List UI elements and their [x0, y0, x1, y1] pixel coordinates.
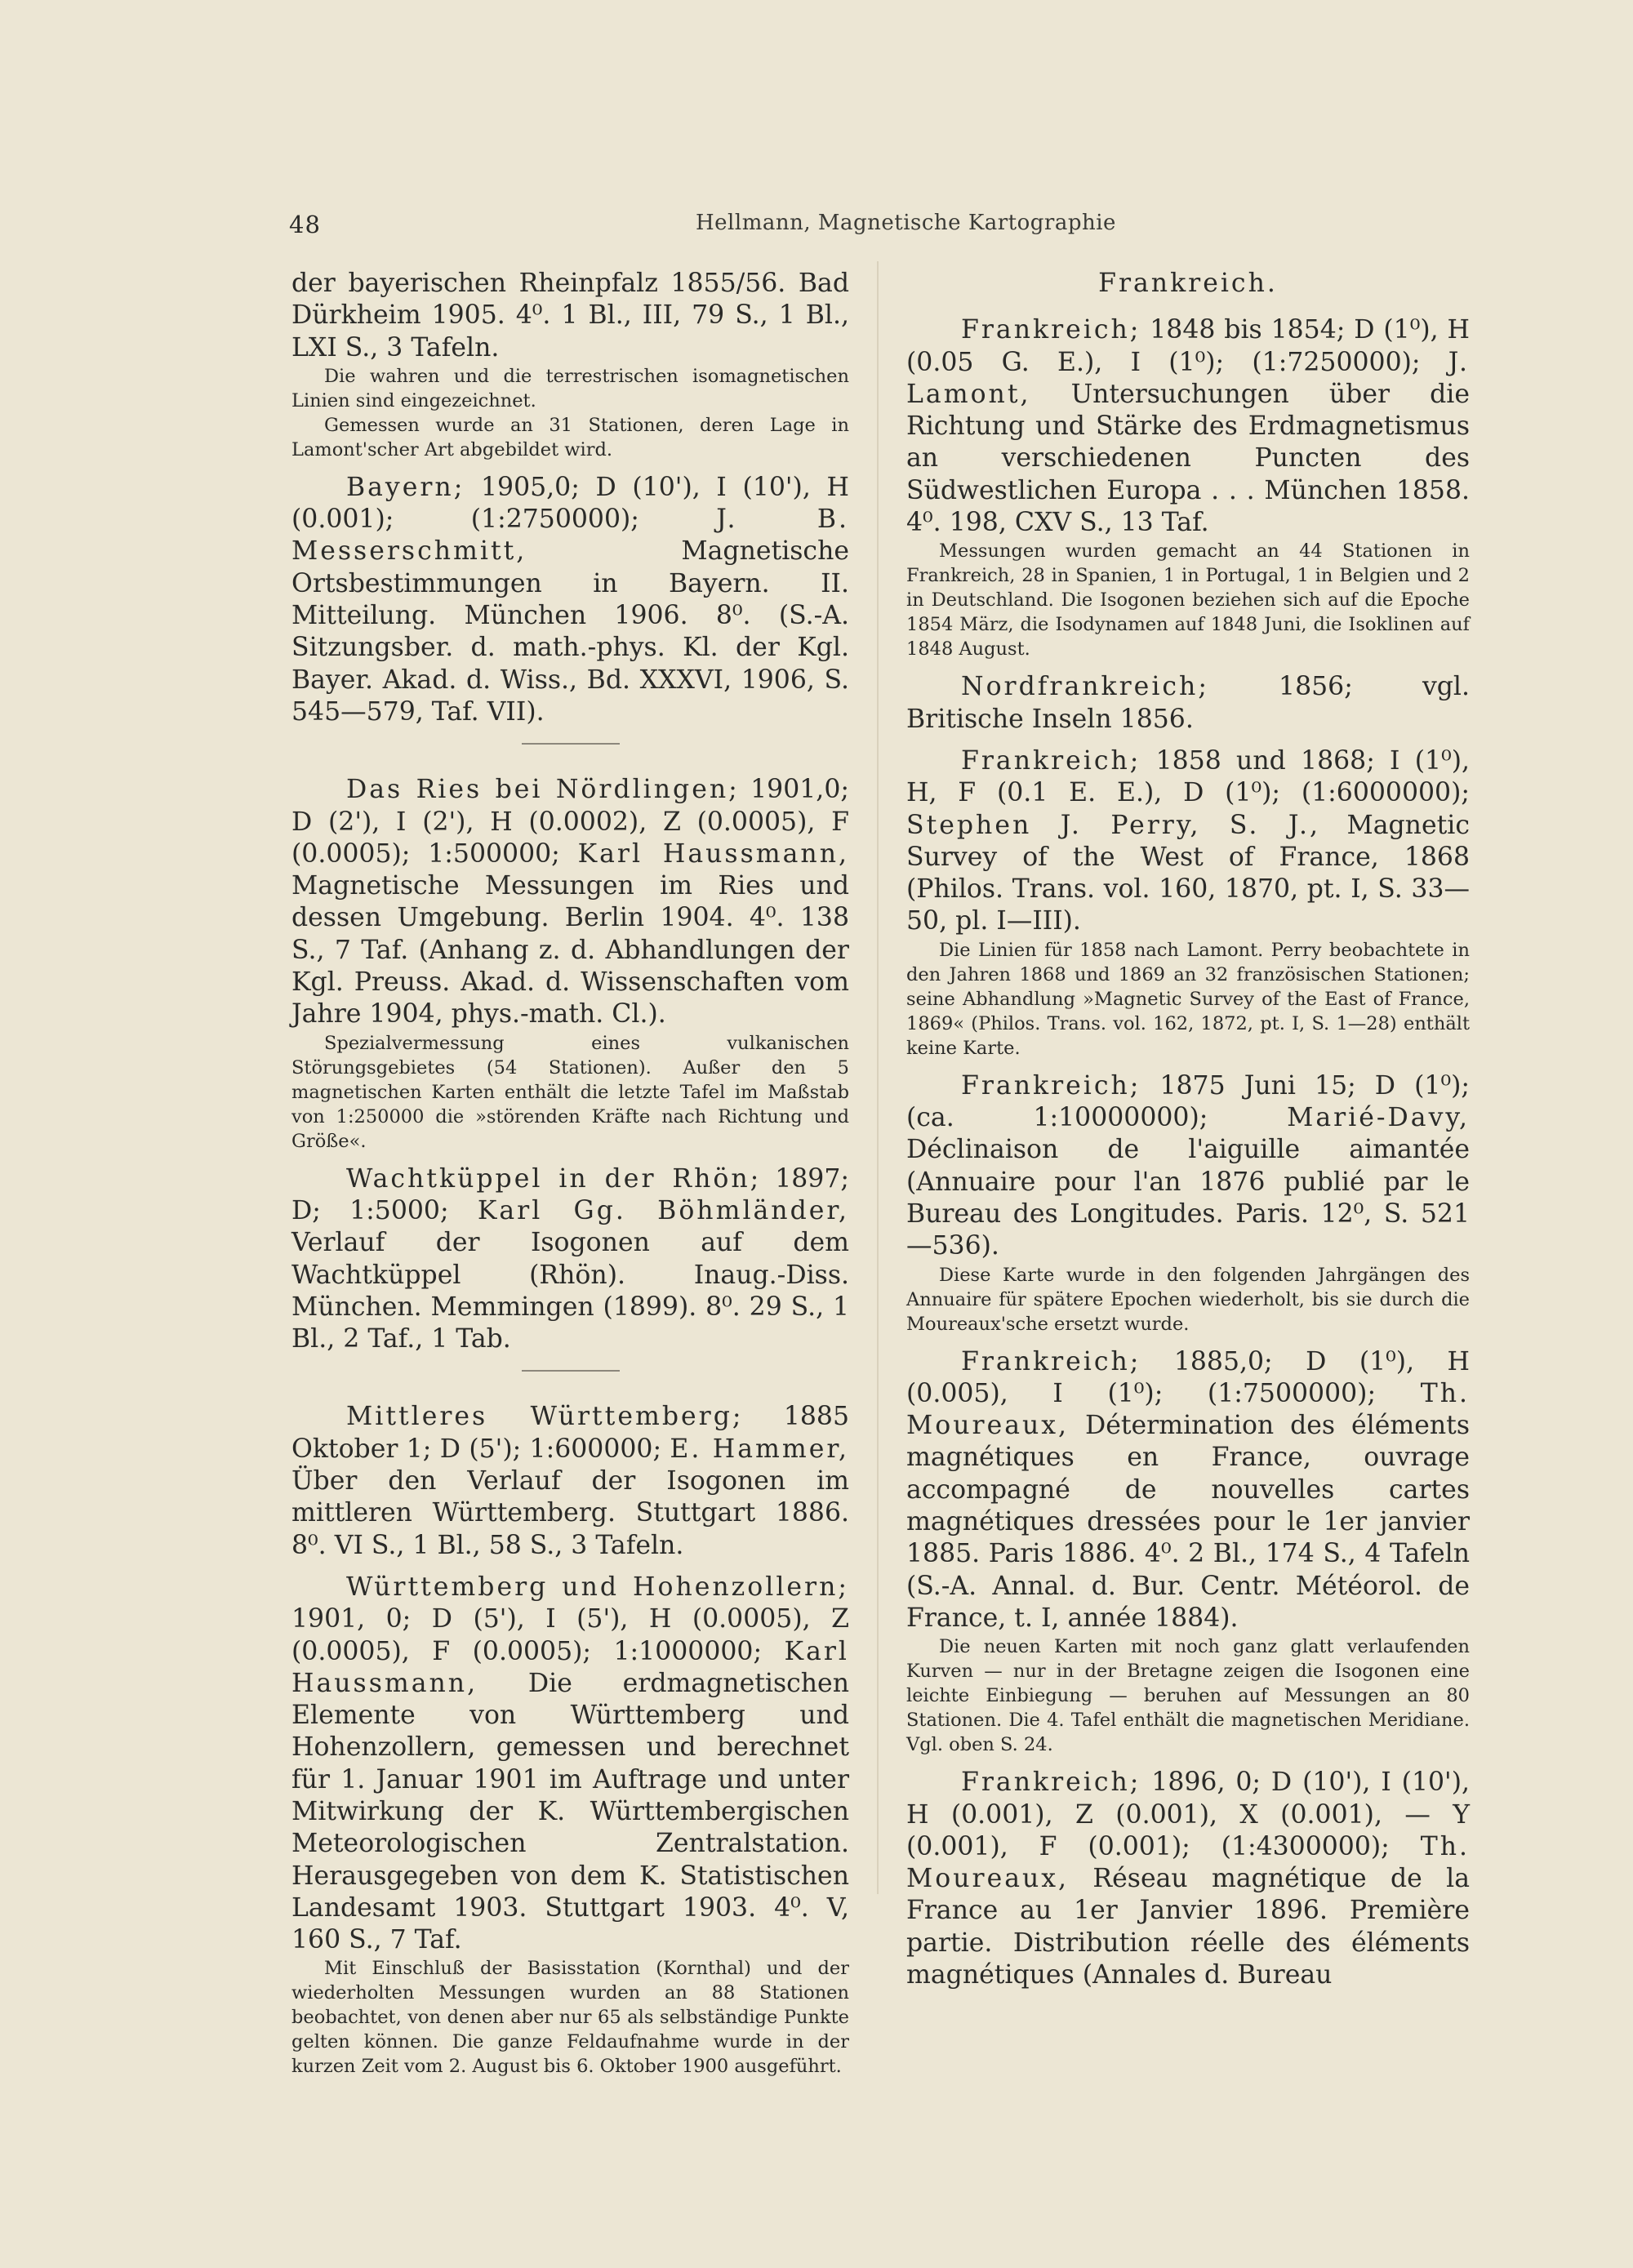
entry-data: 1897; D; 1:5000; — [291, 1163, 849, 1225]
entry-title: Magnetische Ortsbestimmungen in Bayern. II. Mitteilung. München 1906. 8⁰. (S.-A. Sitzungsber. d. math.-phys. Kl. der Kgl. Bayer. Akad. d. Wiss., Bd. XXXVI, 1906, S. 545—579, Taf. VII). — [291, 536, 849, 727]
entry-data: 1901, 0; D (5'), I (5'), H (0.0005), Z (0.0005), F (0.0005); 1:1000000; — [291, 1604, 849, 1666]
entry-ries — [291, 774, 849, 1153]
entry-wachtkueppel — [291, 1163, 849, 1356]
entry-heading: Mittleres Württemberg; — [346, 1402, 744, 1432]
left-column — [291, 268, 849, 2088]
entry-note: Spezialvermessung eines vulkanischen Störungsgebietes (54 Stationen). Außer den 5 magnetischen Karten enthält die letzte Tafel im Maßstab von 1:250000 die »störenden Kräfte nach Richtung und Größe«. — [291, 1032, 849, 1152]
entry-heading: Frankreich; — [961, 1346, 1141, 1376]
entry-mittleres-wuerttemberg — [291, 1401, 849, 1561]
entry-title: Untersuchungen über die Richtung und Stärke des Erdmagnetismus an verschiedenen Puncten des Südwestlichen Europa . . . München 1858. 4⁰. 198, CXV S., 13 Taf. — [906, 379, 1470, 538]
entry-text — [906, 1346, 1470, 1635]
section-rule — [522, 1370, 620, 1372]
entry-frankreich-1885 — [906, 1346, 1470, 1758]
entry-rheinpfalz — [291, 268, 849, 462]
entry-note: Gemessen wurde an 31 Stationen, deren Lage in Lamont'scher Art abgebildet wird. — [291, 414, 849, 460]
entry-data: 1858 und 1868; I (1⁰), H, F (0.1 E. E.), D (1⁰); (1:6000000); — [906, 745, 1470, 808]
entry-text — [906, 671, 1470, 736]
entry-author: J. B. Messerschmitt, — [291, 505, 849, 567]
entry-heading: Frankreich; — [961, 1070, 1141, 1101]
entry-author: Marié-Davy, — [1287, 1103, 1470, 1133]
entry-data: 1905,0; D (10'), I (10'), H (0.001); (1:2750000); — [291, 472, 849, 535]
entry-frankreich-1848 — [906, 314, 1470, 661]
entry-data: 1848 bis 1854; D (1⁰), H (0.05 G. E.), I (1⁰); (1:7250000); — [906, 315, 1470, 377]
section-rule — [522, 743, 620, 745]
entry-data: 1896, 0; D (10'), I (10'), H (0.001), Z (0.001), X (0.001), — Y (0.001), F (0.001); (1:4300000); — [906, 1768, 1470, 1861]
entry-note: Die wahren und die terrestrischen isomagnetischen Linien sind eingezeichnet. — [291, 365, 849, 411]
entry-author: Stephen J. Perry, S. J., — [906, 810, 1321, 840]
entry-text: der bayerischen Rheinpfalz 1855/56. Bad Dürkheim 1905. 4⁰. 1 Bl., III, 79 S., 1 Bl., LXI S., 3 Tafeln. — [291, 269, 849, 362]
entry-bayern — [291, 472, 849, 728]
entry-nordfrankreich — [906, 671, 1470, 736]
entry-text — [906, 314, 1470, 539]
entry-note: Diese Karte wurde in den folgenden Jahrgängen des Annuaire für spätere Epochen wiederholt, bis sie durch die Moureaux'sche ersetzt wurde. — [906, 1264, 1470, 1335]
entry-text — [906, 1767, 1470, 1991]
entry-author: Th. Moureaux, — [906, 1378, 1470, 1441]
page-number: 48 — [289, 211, 321, 238]
entry-heading: Wachtküppel in der Rhön; — [346, 1163, 762, 1194]
entry-frankreich-1858 — [906, 745, 1470, 1061]
entry-title: Réseau magnétique de la France au 1er Janvier 1896. Première partie. Distribution réelle des éléments magnétiques (Annales d. Bureau — [906, 1864, 1470, 1990]
entry-note: Mit Einschluß der Basisstation (Kornthal) und der wiederholten Messungen wurden an 88 Stationen beobachtet, von denen aber nur 65 als selbständige Punkte gelten können. Die ganze Feldaufnahme wurde in der kurzen Zeit vom 2. August bis 6. Oktober 1900 ausgeführt. — [291, 1958, 849, 2078]
entry-title: Détermination des éléments magnétiques en France, ouvrage accompagné de nouvelles cartes magnétiques dressées pour le 1er janvier 1885. Paris 1886. 4⁰. 2 Bl., 174 S., 4 Tafeln (S.-A. Annal. d. Bur. Centr. Météorol. de France, t. I, année 1884). — [906, 1411, 1470, 1633]
running-title: Hellmann, Magnetische Kartographie — [696, 211, 1116, 235]
entry-data: 1885,0; D (1⁰), H (0.005), I (1⁰); (1:7500000); — [906, 1346, 1470, 1408]
entry-author: Th. Moureaux, — [906, 1831, 1470, 1894]
entry-wuerttemberg-hohenzollern — [291, 1572, 849, 2079]
right-column — [906, 268, 1470, 2001]
entry-text — [906, 745, 1470, 938]
entry-text — [291, 1401, 849, 1561]
entry-data: 1856; vgl. Britische Inseln 1856. — [906, 672, 1470, 734]
section-title: Frankreich. — [1098, 269, 1278, 298]
entry-title: Déclinaison de l'aiguille aimantée (Annuaire pour l'an 1876 publié par le Bureau des Longitudes. Paris. 12⁰, S. 521—536). — [906, 1135, 1470, 1261]
entry-author: Karl Gg. Böhmländer, — [477, 1195, 849, 1225]
entry-data: 1885 Oktober 1; D (5'); 1:600000; — [291, 1402, 849, 1464]
entry-author: J. Lamont, — [906, 347, 1470, 409]
entry-heading: Nordfrankreich; — [961, 672, 1209, 702]
entry-author: Karl Haussmann, — [577, 838, 849, 869]
entry-author: Karl Haussmann, — [291, 1636, 849, 1698]
entry-heading: Frankreich; — [961, 745, 1141, 776]
entry-heading: Frankreich; — [961, 1768, 1141, 1798]
entry-title: Die erdmagnetischen Elemente von Württemberg und Hohenzollern, gemessen und berechnet für 1. Januar 1901 im Auftrage und unter Mitwirkung der K. Württembergischen Meteorologischen Zentralstation. Herausgegeben von dem K. Statistischen Landesamt 1903. Stuttgart 1903. 4⁰. V, 160 S., 7 Taf. — [291, 1668, 849, 1955]
entry-note: Die Linien für 1858 nach Lamont. Perry beobachtete in den Jahren 1868 und 1869 an 32 französischen Stationen; seine Abhandlung »Magnetic Survey of the East of France, 1869« (Philos. Trans. vol. 162, 1872, pt. I, S. 1—28) enthält keine Karte. — [906, 939, 1470, 1059]
entry-text — [291, 774, 849, 1030]
entry-text — [906, 1070, 1470, 1263]
entry-data: 1875 Juni 15; D (1⁰); (ca. 1:10000000); — [906, 1070, 1470, 1133]
entry-heading: Bayern; — [346, 472, 465, 502]
entry-frankreich-1896 — [906, 1767, 1470, 1991]
entry-title: Verlauf der Isogonen auf dem Wachtküppel (Rhön). Inaug.-Diss. München. Memmingen (1899). 8⁰. 29 S., 1 Bl., 2 Taf., 1 Tab. — [291, 1228, 849, 1354]
entry-text — [291, 472, 849, 728]
entry-title: Magnetic Survey of the West of France, 1868 (Philos. Trans. vol. 160, 1870, pt. I, S. 33—50, pl. I—III). — [906, 810, 1470, 936]
column-divider — [877, 261, 879, 1894]
entry-author: E. Hammer, — [670, 1434, 850, 1464]
entry-text — [291, 1163, 849, 1356]
entry-heading: Das Ries bei Nördlingen; — [346, 775, 740, 805]
entry-data: 1901,0; D (2'), I (2'), H (0.0002), Z (0.0005), F (0.0005); 1:500000; — [291, 775, 849, 869]
entry-text — [291, 1572, 849, 1957]
entry-title: Magnetische Messungen im Ries und dessen Umgebung. Berlin 1904. 4⁰. 138 S., 7 Taf. (Anhang z. d. Abhandlungen der Kgl. Preuss. Akad. d. Wissenschaften vom Jahre 1904, phys.-math. Cl.). — [291, 871, 849, 1029]
entry-heading: Frankreich; — [961, 315, 1141, 345]
entry-heading: Württemberg und Hohenzollern; — [346, 1572, 849, 1602]
entry-title: Über den Verlauf der Isogonen im mittleren Württemberg. Stuttgart 1886. 8⁰. VI S., 1 Bl., 58 S., 3 Tafeln. — [291, 1466, 849, 1560]
entry-note: Messungen wurden gemacht an 44 Stationen in Frankreich, 28 in Spanien, 1 in Portugal, 1 in Belgien und 2 in Deutschland. Die Isogonen beziehen sich auf die Epoche 1854 März, die Isodynamen auf 1848 Juni, die Isoklinen auf 1848 August. — [906, 540, 1470, 660]
entry-note: Die neuen Karten mit noch ganz glatt verlaufenden Kurven — nur in der Bretagne zeigen die Isogonen eine leichte Einbiegung — beruhen auf Messungen an 80 Stationen. Die 4. Tafel enthält die magnetischen Meridiane. Vgl. oben S. 24. — [906, 1636, 1470, 1756]
entry-frankreich-1875 — [906, 1070, 1470, 1336]
